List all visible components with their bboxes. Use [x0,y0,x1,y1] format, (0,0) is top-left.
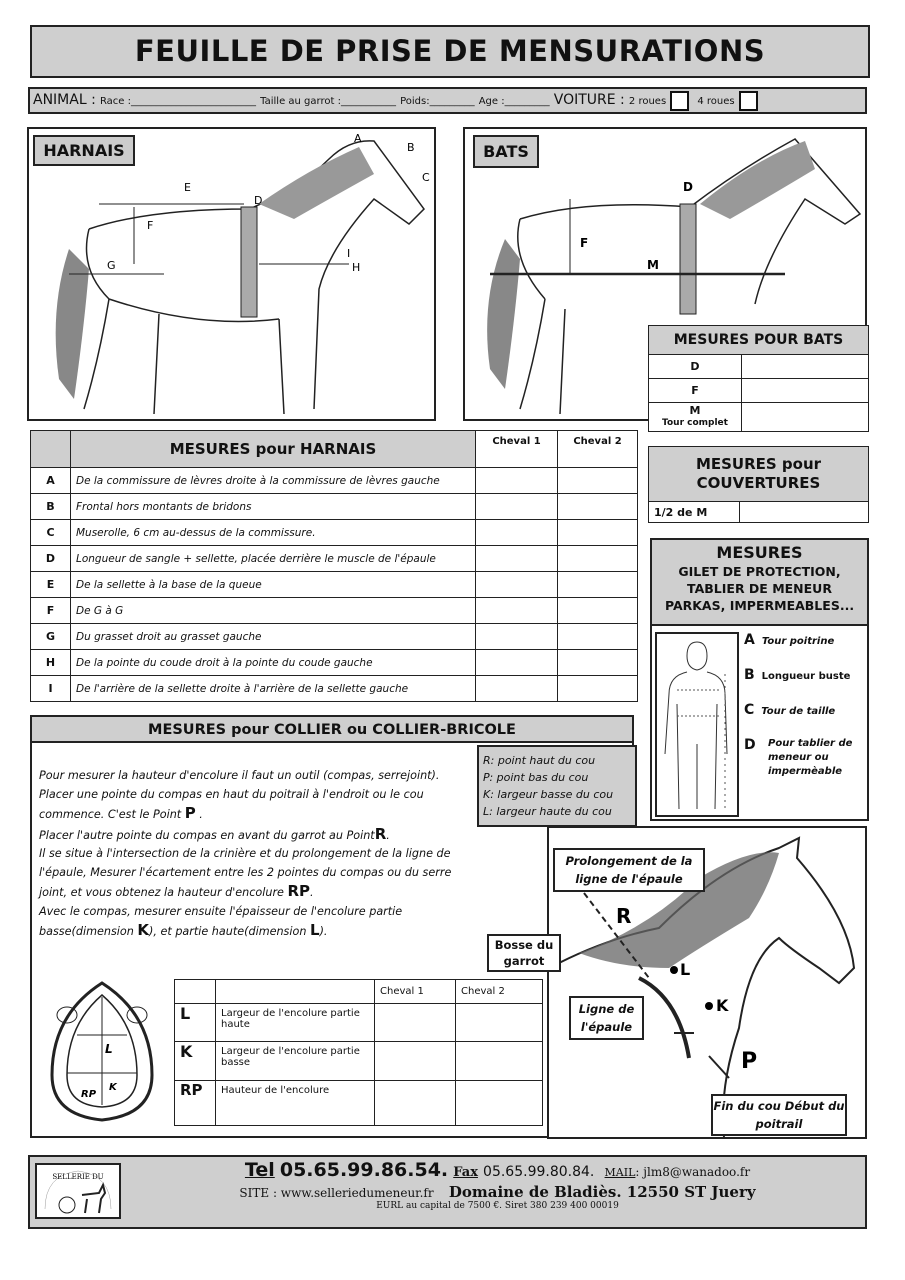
bats-d-input[interactable] [742,355,869,379]
callout-prolongement: Prolongement de la ligne de l'épaule [553,848,705,892]
gilet-measurements [650,538,869,821]
fax-label: Fax [453,1165,478,1180]
harnais-label: HARNAIS [33,135,135,166]
instruction-5b: ), et partie haute(dimension [149,925,307,938]
person-figure [655,632,739,817]
harnais-cheval-2-input[interactable] [558,598,638,624]
harnais-row-letter: A [31,468,71,494]
collier-row-l-letter: L [175,1004,216,1042]
harnais-cheval-1-input[interactable] [476,468,558,494]
harnais-row-letter: G [31,624,71,650]
svg-text:E: E [184,181,191,194]
gilet-header [652,540,867,626]
harnais-row-b [31,494,638,520]
harnais-row-f [31,598,638,624]
harnais-row-letter: D [31,546,71,572]
harnais-row-letter: C [31,520,71,546]
legend-p: P: point bas du cou [483,771,589,784]
legend-r: R: point haut du cou [483,754,596,767]
legend-l: L: largeur haute du cou [483,805,612,818]
k-mark: K [137,921,150,939]
point-k: K [716,996,729,1015]
gilet-header-2: GILET DE PROTECTION, [678,564,841,579]
instruction-4: Il se situe à l'intersection de la crinière et du prolongement de la ligne de l'épaule, Mesurer l'écartement entre les 2 pointes du compas ou du serre joint, et vous obtenez la hauteur d'encolure [39,847,452,899]
four-wheels-label: 4 roues [697,96,735,107]
harnais-row-description: Du grasset droit au grasset gauche [71,624,476,650]
svg-text:SELLERIE DU: SELLERIE DU [52,1173,104,1181]
couvertures-row-label: 1/2 de M [649,502,740,523]
harnais-cheval-2-input[interactable] [558,546,638,572]
harnais-cheval-1-input[interactable] [476,650,558,676]
harnais-cheval-1-input[interactable] [476,520,558,546]
point-r: R [616,904,632,928]
taille-field[interactable]: ___________ [340,96,396,107]
rp-mark: RP [287,882,311,900]
harnais-row-description: Longueur de sangle + sellette, placée derrière le muscle de l'épaule [71,546,476,572]
tel-label: Tel [244,1159,275,1181]
harnais-row-d [31,546,638,572]
harnais-cheval-2-input[interactable] [558,572,638,598]
svg-text:B: B [407,141,415,154]
harnais-cheval-2-input[interactable] [558,650,638,676]
bats-label: BATS [473,135,539,168]
bats-row-label-f: F [649,379,742,403]
collier-instructions: Pour mesurer la hauteur d'encolure il faut un outil (compas, serrejoint). Placer une pointe du compas en haut du poitrail à l'endroit ou le cou commence. C'est le Point P . Placer l'autre pointe du compas en avant du garrot au PointR. Il se situe à l'intersection de la crinière et du prolongement de la ligne de l'épaule, Mesurer l'écartement entre les 2 pointes du compas ou du serre joint, et vous obtenez la hauteur d'encolure RP. Avec le compas, mesurer ensuite l'épaisseur de l'encolure partie basse(dimension K), et partie haute(dimension L). [39,767,479,942]
gilet-text-d: Pour tablier de meneur ou impermèable [768,738,853,777]
mail-address[interactable]: : jlm8@wanadoo.fr [635,1165,751,1179]
harnais-row-description: De la commissure de lèvres droite à la commissure de lèvres gauche [71,468,476,494]
taille-label: Taille au garrot : [260,96,341,107]
svg-text:F: F [147,219,154,232]
collier-k-cheval-1-input[interactable] [375,1042,456,1081]
svg-text:I: I [347,247,351,260]
gilet-letter-d: D [744,737,756,753]
collier-rp-cheval-2-input[interactable] [456,1081,543,1126]
point-l: L [680,960,691,979]
harnais-row-c [31,520,638,546]
harnais-row-description: De l'arrière de la sellette droite à l'arrière de la sellette gauche [71,676,476,702]
gilet-text-a: Tour poitrine [761,636,835,647]
bats-row-label-d: D [649,355,742,379]
point-p: P [741,1049,758,1074]
instruction-1: Pour mesurer la hauteur d'encolure il faut un outil (compas, serrejoint). [39,769,440,782]
harnais-cheval-2-input[interactable] [558,494,638,520]
footer [28,1155,867,1229]
sellerie-logo [35,1163,121,1219]
svg-text:F: F [580,236,589,250]
point-p-mark: P [184,804,196,822]
harnais-cheval-2-input[interactable] [558,624,638,650]
animal-label: ANIMAL : [33,92,96,108]
collar-label-l: L [105,1042,113,1056]
collier-col-cheval-2: Cheval 2 [456,980,543,1004]
harnais-row-g [31,624,638,650]
harnais-table-header: MESURES pour HARNAIS [71,431,476,468]
poids-field[interactable]: _________ [429,96,475,107]
legend-k: K: largeur basse du cou [483,788,614,801]
harnais-row-a [31,468,638,494]
bats-row-label-m: M [689,404,701,417]
gilet-header-4: PARKAS, IMPERMEABLES... [664,598,855,613]
bats-f-input[interactable] [742,379,869,403]
harnais-row-description: De G à G [71,598,476,624]
svg-text:D: D [254,194,263,207]
harnais-cheval-2-input[interactable] [558,468,638,494]
page-title: FEUILLE DE PRISE DE MENSURATIONS [30,25,870,78]
harnais-row-letter: F [31,598,71,624]
svg-text:M: M [647,258,659,272]
collier-rp-cheval-1-input[interactable] [375,1081,456,1126]
age-field[interactable]: _________ [504,96,550,107]
harnais-row-letter: B [31,494,71,520]
two-wheels-label: 2 roues [628,96,667,107]
animal-info-bar [28,87,867,114]
harnais-cheval-1-input[interactable] [476,572,558,598]
collier-legend [477,745,637,827]
couvertures-header-2: COUVERTURES [696,474,821,492]
harnais-row-description: Frontal hors montants de bridons [71,494,476,520]
harnais-row-description: Muserolle, 6 cm au-dessus de la commissure. [71,520,476,546]
bats-row-sub-m: Tour complet [662,418,728,428]
svg-text:H: H [352,261,361,274]
neck-figure [547,826,867,1139]
legal-info: EURL au capital de 7500 €. Siret 380 239 400 00019 [376,1201,619,1211]
collier-row-rp-letter: RP [175,1081,216,1126]
collar-label-rp: RP [81,1089,97,1100]
callout-ligne-epaule: Ligne de l'épaule [569,996,644,1040]
harnais-measurements-table [30,430,638,702]
gilet-header-3: TABLIER DE MENEUR [687,581,832,596]
harnais-cheval-1-input[interactable] [476,598,558,624]
tel-number: 05.65.99.86.54. [279,1159,449,1181]
harnais-col-cheval-1: Cheval 1 [476,431,558,468]
footer-contact [130,1159,865,1211]
four-wheels-checkbox[interactable] [739,91,758,111]
gilet-letter-b: B [744,667,755,683]
collier-l-cheval-1-input[interactable] [375,1004,456,1042]
race-label: Race : [99,96,132,107]
harnais-cheval-2-input[interactable] [558,676,638,702]
collier-row-rp-text: Hauteur de l'encolure [216,1081,375,1126]
address: Domaine de Bladiès. 12550 ST Juery [448,1183,756,1201]
gilet-letter-c: C [744,702,755,718]
gilet-text-c: Tour de taille [761,706,836,717]
svg-text:C: C [422,171,430,184]
mail-label: MAIL [604,1166,636,1179]
race-field[interactable]: _________________________ [131,96,257,107]
harnais-cheval-1-input[interactable] [476,494,558,520]
fax-number: 05.65.99.80.84. [483,1164,595,1180]
harnais-figure [27,127,436,421]
couvertures-header-1: MESURES pour [695,455,822,473]
svg-text:G: G [107,259,116,272]
site-link[interactable]: SITE : www.selleriedumeneur.fr [239,1186,434,1200]
collier-header: MESURES pour COLLIER ou COLLIER-BRICOLE [32,717,632,743]
harnais-row-letter: H [31,650,71,676]
instruction-3: Placer l'autre pointe du compas en avant du garrot au Point [39,828,375,842]
bats-m-input[interactable] [742,403,869,432]
collier-row-k-letter: K [175,1042,216,1081]
collier-l-cheval-2-input[interactable] [456,1004,543,1042]
svg-text:D: D [683,180,693,194]
harnais-row-description: De la pointe du coude droit à la pointe du coude gauche [71,650,476,676]
bats-table-header: MESURES POUR BATS [649,326,869,355]
collier-row-k-text: Largeur de l'encolure partie basse [216,1042,375,1081]
instruction-5c: ). [319,925,328,938]
callout-bosse-garrot: Bosse du garrot [487,934,561,972]
harnais-row-h [31,650,638,676]
harnais-row-letter: E [31,572,71,598]
instruction-2: Placer une pointe du compas en haut du poitrail à l'endroit ou le cou commence. C'est le Point [39,787,424,821]
horse-harness-drawing [29,129,434,419]
couvertures-input[interactable] [740,502,869,523]
harnais-row-letter: I [31,676,71,702]
harnais-cheval-2-input[interactable] [558,520,638,546]
harnais-cheval-1-input[interactable] [476,676,558,702]
two-wheels-checkbox[interactable] [670,91,689,111]
gilet-header-1: MESURES [716,543,803,562]
harnais-row-i [31,676,638,702]
point-r-mark: R [374,824,387,843]
age-label: Age : [478,96,505,107]
harnais-cheval-1-input[interactable] [476,546,558,572]
harnais-row-description: De la sellette à la base de la queue [71,572,476,598]
collar-drawing [37,975,167,1125]
harnais-row-e [31,572,638,598]
collar-label-k: K [109,1082,117,1093]
gilet-letter-a: A [744,632,755,648]
couvertures-table [648,446,869,523]
harnais-col-cheval-2: Cheval 2 [558,431,638,468]
bats-measurements-table [648,325,869,432]
callout-fin-du-cou: Fin du cou Début du poitrail [711,1094,847,1136]
collier-col-cheval-1: Cheval 1 [375,980,456,1004]
l-mark: L [310,921,320,939]
collier-table [174,979,543,1126]
harnais-cheval-1-input[interactable] [476,624,558,650]
instruction-5: Avec le compas, mesurer ensuite l'épaisseur de l'encolure partie basse(dimension [39,904,403,938]
voiture-label: VOITURE : [553,92,625,108]
collier-k-cheval-2-input[interactable] [456,1042,543,1081]
gilet-text-b: Longueur buste [761,671,851,682]
collier-row-l-text: Largeur de l'encolure partie haute [216,1004,375,1042]
svg-text:A: A [354,132,362,145]
poids-label: Poids: [400,96,430,107]
